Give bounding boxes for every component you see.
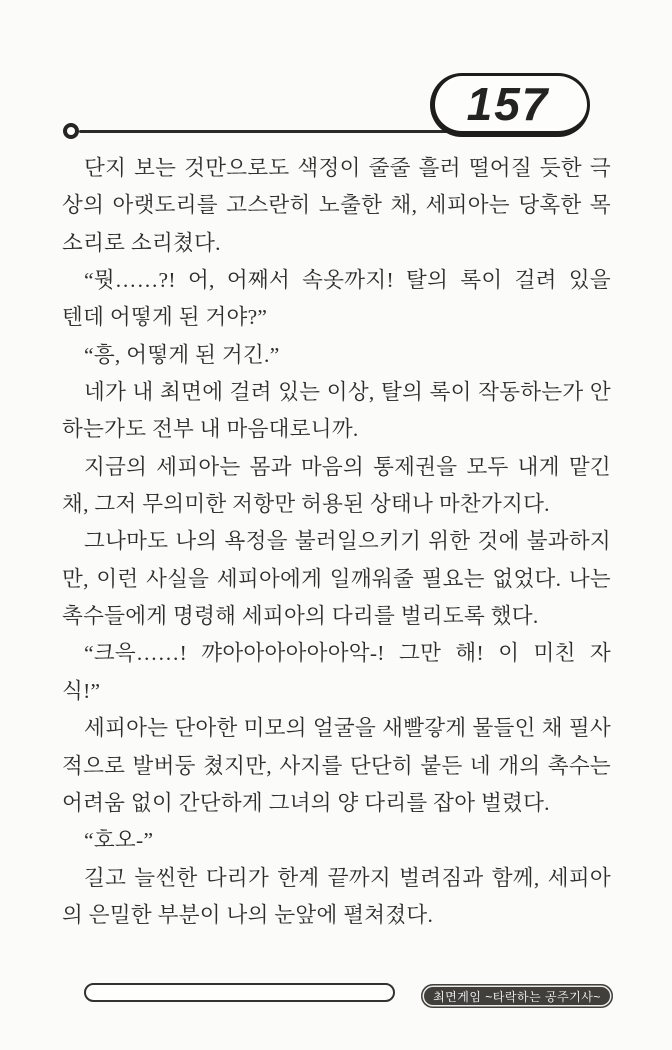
text-line: 상의 아랫도리를 고스란히 노출한 채, 세피아는 당혹한 목 — [62, 193, 611, 218]
footer-pill — [84, 983, 395, 1002]
text-line: 촉수들에게 명령해 세피아의 다리를 벌리도록 했다. — [62, 604, 539, 629]
text-line: 만, 이런 사실을 세피아에게 일깨워줄 필요는 없었다. 나는 — [62, 566, 611, 591]
series-title-badge — [421, 984, 613, 1008]
page-number-badge — [430, 73, 590, 137]
text-line: “뭣……?! 어, 어째서 속옷까지! 탈의 록이 걸려 있을 — [84, 268, 611, 293]
text-line: 지금의 세피아는 몸과 마음의 통제권을 모두 내게 맡긴 — [84, 454, 611, 479]
text-line: “호오-” — [84, 828, 154, 853]
text-line: 적으로 발버둥 쳤지만, 사지를 단단히 붙든 네 개의 촉수는 — [62, 753, 611, 778]
text-line: 길고 늘씬한 다리가 한계 끝까지 벌려짐과 함께, 세피아 — [84, 865, 611, 890]
text-line: 어려움 없이 간단하게 그녀의 양 다리를 잡아 벌렸다. — [62, 790, 550, 815]
text-line: 식!” — [62, 678, 101, 703]
text-line: 네가 내 최면에 걸려 있는 이상, 탈의 록이 작동하는가 안 — [84, 380, 611, 405]
text-line: 하는가도 전부 내 마음대로니까. — [62, 417, 359, 442]
text-line: 그나마도 나의 욕정을 불러일으키기 위한 것에 불과하지 — [84, 529, 611, 554]
text-line: 텐데 어떻게 된 거야?” — [62, 305, 268, 330]
bullet-circle-icon — [63, 123, 79, 139]
header-rule — [79, 130, 449, 133]
page-number: 157 — [466, 77, 550, 130]
text-line: “흥, 어떻게 된 거긴.” — [84, 342, 280, 367]
text-line: 채, 그저 무의미한 저항만 허용된 상태나 마찬가지다. — [62, 492, 550, 517]
text-line: 소리로 소리쳤다. — [62, 230, 221, 255]
text-line: “크윽……! 꺄아아아아아아악-! 그만 해! 이 미친 자 — [84, 641, 611, 666]
series-title: 최면게임 ~타락하는 공주기사~ — [433, 989, 601, 1004]
text-line: 단지 보는 것만으로도 색정이 줄줄 흘러 떨어질 듯한 극 — [84, 156, 611, 180]
body-text — [62, 150, 611, 934]
text-line: 의 은밀한 부분이 나의 눈앞에 펼쳐졌다. — [62, 902, 434, 927]
text-line: 세피아는 단아한 미모의 얼굴을 새빨갛게 물들인 채 필사 — [84, 716, 611, 741]
